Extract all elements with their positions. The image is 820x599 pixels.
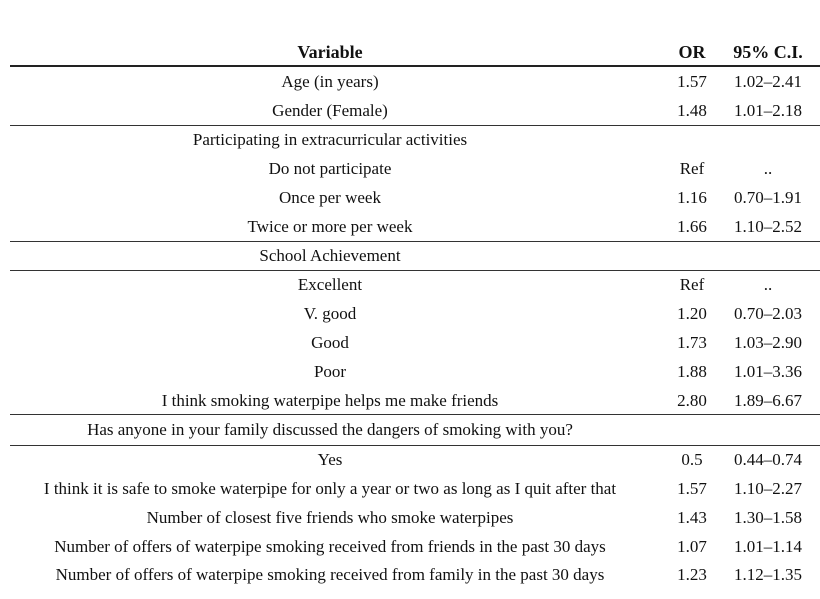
cell-variable: Number of offers of waterpipe smoking received from family in the past 30 days <box>55 565 605 584</box>
cell-variable: Age (in years) <box>281 72 379 91</box>
cell-ci: 0.44–0.74 <box>734 450 802 469</box>
table-row <box>0 387 820 415</box>
cell-ci: 1.10–2.52 <box>734 217 802 236</box>
header-or: OR <box>678 42 706 62</box>
table-rule <box>10 270 820 271</box>
table-row <box>0 184 820 212</box>
cell-or: 1.23 <box>677 565 707 584</box>
cell-variable: Good <box>311 333 349 352</box>
cell-or: 1.66 <box>677 217 707 236</box>
table-row <box>0 504 820 532</box>
cell-ci: 1.12–1.35 <box>734 565 802 584</box>
table-rule <box>10 65 820 67</box>
cell-variable: Has anyone in your family discussed the dangers of smoking with you? <box>87 420 573 439</box>
table-row <box>0 68 820 96</box>
cell-variable: Once per week <box>279 188 381 207</box>
table-row <box>0 155 820 183</box>
table-row <box>0 300 820 328</box>
cell-variable: I think smoking waterpipe helps me make friends <box>161 391 499 410</box>
table-rule <box>10 445 820 446</box>
table-row <box>0 358 820 386</box>
cell-or: 1.43 <box>677 508 707 527</box>
cell-or: 1.07 <box>677 537 707 556</box>
table-header <box>0 38 820 66</box>
cell-variable: Yes <box>317 450 343 469</box>
cell-variable: Do not participate <box>268 159 392 178</box>
table-row <box>0 213 820 241</box>
cell-variable: Excellent <box>297 275 363 294</box>
cell-variable: I think it is safe to smoke waterpipe for only a year or two as long as I quit after that <box>43 479 617 498</box>
cell-or: 1.48 <box>677 101 707 120</box>
cell-ci: 1.10–2.27 <box>734 479 802 498</box>
cell-variable: Number of closest five friends who smoke waterpipes <box>146 508 514 527</box>
table-row <box>0 416 820 444</box>
cell-variable: Poor <box>313 362 347 381</box>
table-row <box>0 271 820 299</box>
table-rule <box>10 125 820 126</box>
cell-ci: 1.01–1.14 <box>734 537 802 556</box>
cell-or: 2.80 <box>677 391 707 410</box>
cell-variable: V. good <box>303 304 357 323</box>
header-variable: Variable <box>297 42 363 62</box>
cell-or: Ref <box>679 159 705 178</box>
cell-ci: .. <box>763 275 773 294</box>
table-row <box>0 329 820 357</box>
cell-variable: School Achievement <box>259 246 401 265</box>
table-row <box>0 446 820 474</box>
table-row <box>0 97 820 125</box>
table-row <box>0 561 820 589</box>
cell-or: 1.88 <box>677 362 707 381</box>
cell-ci: 1.01–3.36 <box>734 362 802 381</box>
cell-or: Ref <box>679 275 705 294</box>
table-row <box>0 126 820 154</box>
cell-or: 1.57 <box>677 479 707 498</box>
cell-variable: Number of offers of waterpipe smoking received from friends in the past 30 days <box>54 537 606 556</box>
table-rule <box>10 241 820 242</box>
cell-ci: 1.03–2.90 <box>734 333 802 352</box>
cell-ci: .. <box>763 159 773 178</box>
cell-ci: 0.70–2.03 <box>734 304 802 323</box>
cell-ci: 1.30–1.58 <box>734 508 802 527</box>
cell-variable: Gender (Female) <box>272 101 388 120</box>
cell-variable: Participating in extracurricular activities <box>192 130 468 149</box>
table-row <box>0 475 820 503</box>
table-rule <box>10 414 820 415</box>
cell-ci: 1.89–6.67 <box>734 391 802 410</box>
cell-or: 1.73 <box>677 333 707 352</box>
cell-ci: 1.01–2.18 <box>734 101 802 120</box>
cell-or: 1.16 <box>677 188 707 207</box>
table-row <box>0 533 820 561</box>
cell-ci: 0.70–1.91 <box>734 188 802 207</box>
cell-variable: Twice or more per week <box>247 217 413 236</box>
cell-or: 0.5 <box>681 450 703 469</box>
header-ci: 95% C.I. <box>733 42 803 62</box>
cell-or: 1.57 <box>677 72 707 91</box>
cell-ci: 1.02–2.41 <box>734 72 802 91</box>
table-row <box>0 242 820 270</box>
cell-or: 1.20 <box>677 304 707 323</box>
